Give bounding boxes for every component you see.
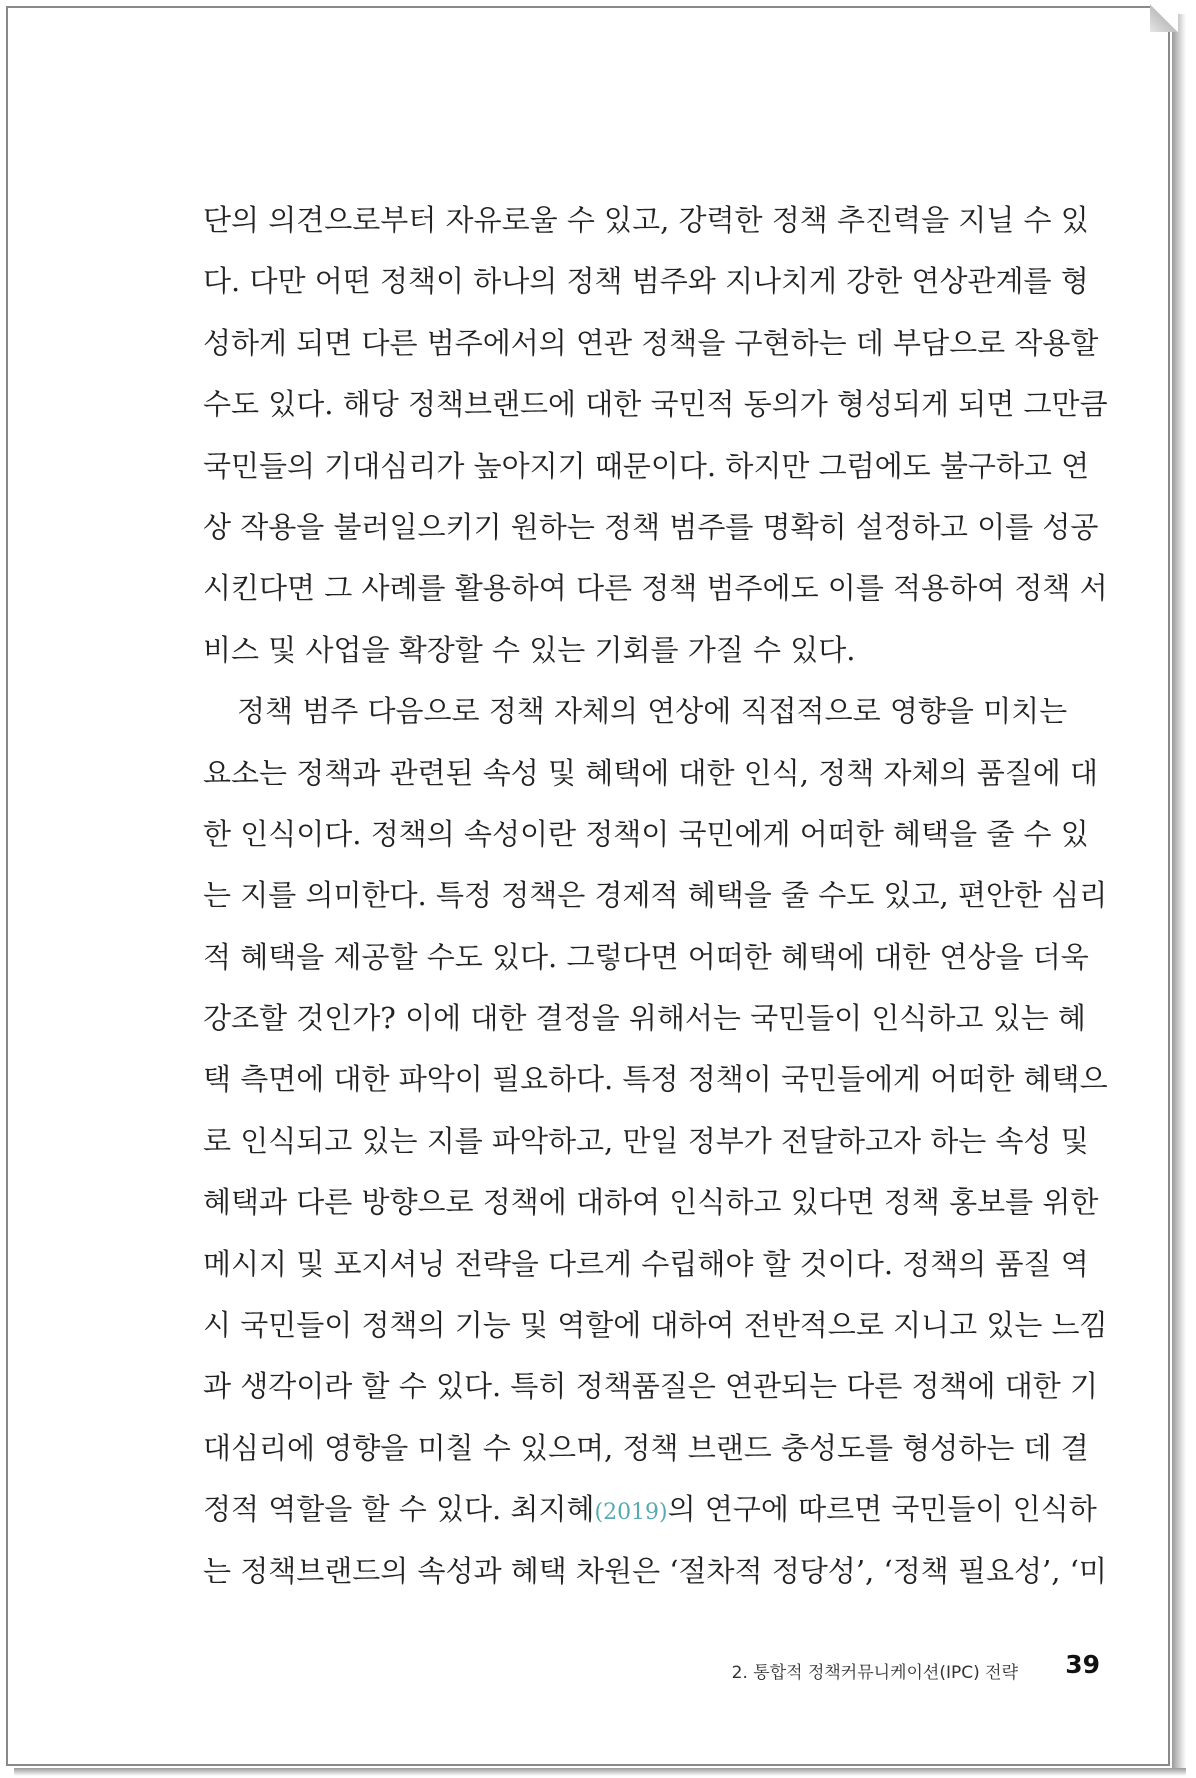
text-line: 국민들의 기대심리가 높아지기 때문이다. 하지만 그럼에도 불구하고 연 (203, 448, 1090, 483)
page-corner-fold (1150, 4, 1178, 32)
text-line: 시킨다면 그 사례를 활용하여 다른 정책 범주에도 이를 적용하여 정책 서 (203, 571, 1108, 606)
paragraph-start-line: 정책 범주 다음으로 정책 자체의 연상에 직접적으로 영향을 미치는 (237, 694, 1068, 729)
text-line: 비스 및 사업을 확장할 수 있는 기회를 가질 수 있다. (203, 632, 856, 667)
text-line: 혜택과 다른 방향으로 정책에 대하여 인식하고 있다면 정책 홍보를 위한 (203, 1185, 1099, 1220)
text-line: 단의 의견으로부터 자유로울 수 있고, 강력한 정책 추진력을 지닐 수 있 (203, 203, 1089, 237)
page-shadow (1172, 14, 1186, 1772)
text-line: 는 정책브랜드의 속성과 혜택 차원은 ‘절차적 정당성’, ‘정책 필요성’, ‘미 (203, 1553, 1107, 1588)
body-text (203, 190, 1108, 1602)
text-line: 적 혜택을 제공할 수도 있다. 그렇다면 어떠한 혜택에 대한 연상을 더욱 (203, 939, 1089, 974)
text-line: 상 작용을 불러일으키기 원하는 정책 범주를 명확히 설정하고 이를 성공 (203, 509, 1099, 544)
text-line: 시 국민들이 정책의 기능 및 역할에 대하여 전반적으로 지니고 있는 느낌 (203, 1308, 1108, 1343)
citation-line-before: 정적 역할을 할 수 있다. 최지혜 (203, 1492, 595, 1527)
chapter-title: 2. 통합적 정책커뮤니케이션(IPC) 전략 (731, 1663, 1018, 1683)
citation-link: (2019) (594, 1500, 668, 1526)
text-line: 로 인식되고 있는 지를 파악하고, 만일 정부가 전달하고자 하는 속성 및 (203, 1123, 1089, 1158)
page-number: 39 (1065, 1650, 1100, 1679)
text-line: 다. 다만 어떤 정책이 하나의 정책 범주와 지나치게 강한 연상관계를 형 (203, 264, 1089, 299)
citation-text-line (203, 1479, 1097, 1540)
citation-line-after: 의 연구에 따르면 국민들이 인식하 (667, 1492, 1097, 1527)
text-line: 메시지 및 포지셔닝 전략을 다르게 수립해야 할 것이다. 정책의 품질 역 (203, 1246, 1089, 1281)
text-line: 요소는 정책과 관련된 속성 및 혜택에 대한 인식, 정책 자체의 품질에 대 (203, 755, 1099, 790)
text-line: 택 측면에 대한 파악이 필요하다. 특정 정책이 국민들에게 어떠한 혜택으 (203, 1062, 1108, 1097)
text-line: 강조할 것인가? 이에 대한 결정을 위해서는 국민들이 인식하고 있는 혜 (203, 1001, 1086, 1036)
page-shadow-bottom (14, 1768, 1186, 1776)
text-line: 대심리에 영향을 미칠 수 있으며, 정책 브랜드 충성도를 형성하는 데 결 (203, 1430, 1089, 1465)
text-line: 수도 있다. 해당 정책브랜드에 대한 국민적 동의가 형성되게 되면 그만큼 (203, 387, 1108, 422)
text-line: 는 지를 의미한다. 특정 정책은 경제적 혜택을 줄 수도 있고, 편안한 심리 (203, 878, 1108, 913)
text-line: 한 인식이다. 정책의 속성이란 정책이 국민에게 어떠한 혜택을 줄 수 있 (203, 816, 1089, 851)
text-line: 과 생각이라 할 수 있다. 특히 정책품질은 연관되는 다른 정책에 대한 기 (203, 1369, 1099, 1404)
page-footer (600, 1650, 1100, 1686)
text-line: 성하게 되면 다른 범주에서의 연관 정책을 구현하는 데 부담으로 작용할 (203, 325, 1099, 360)
